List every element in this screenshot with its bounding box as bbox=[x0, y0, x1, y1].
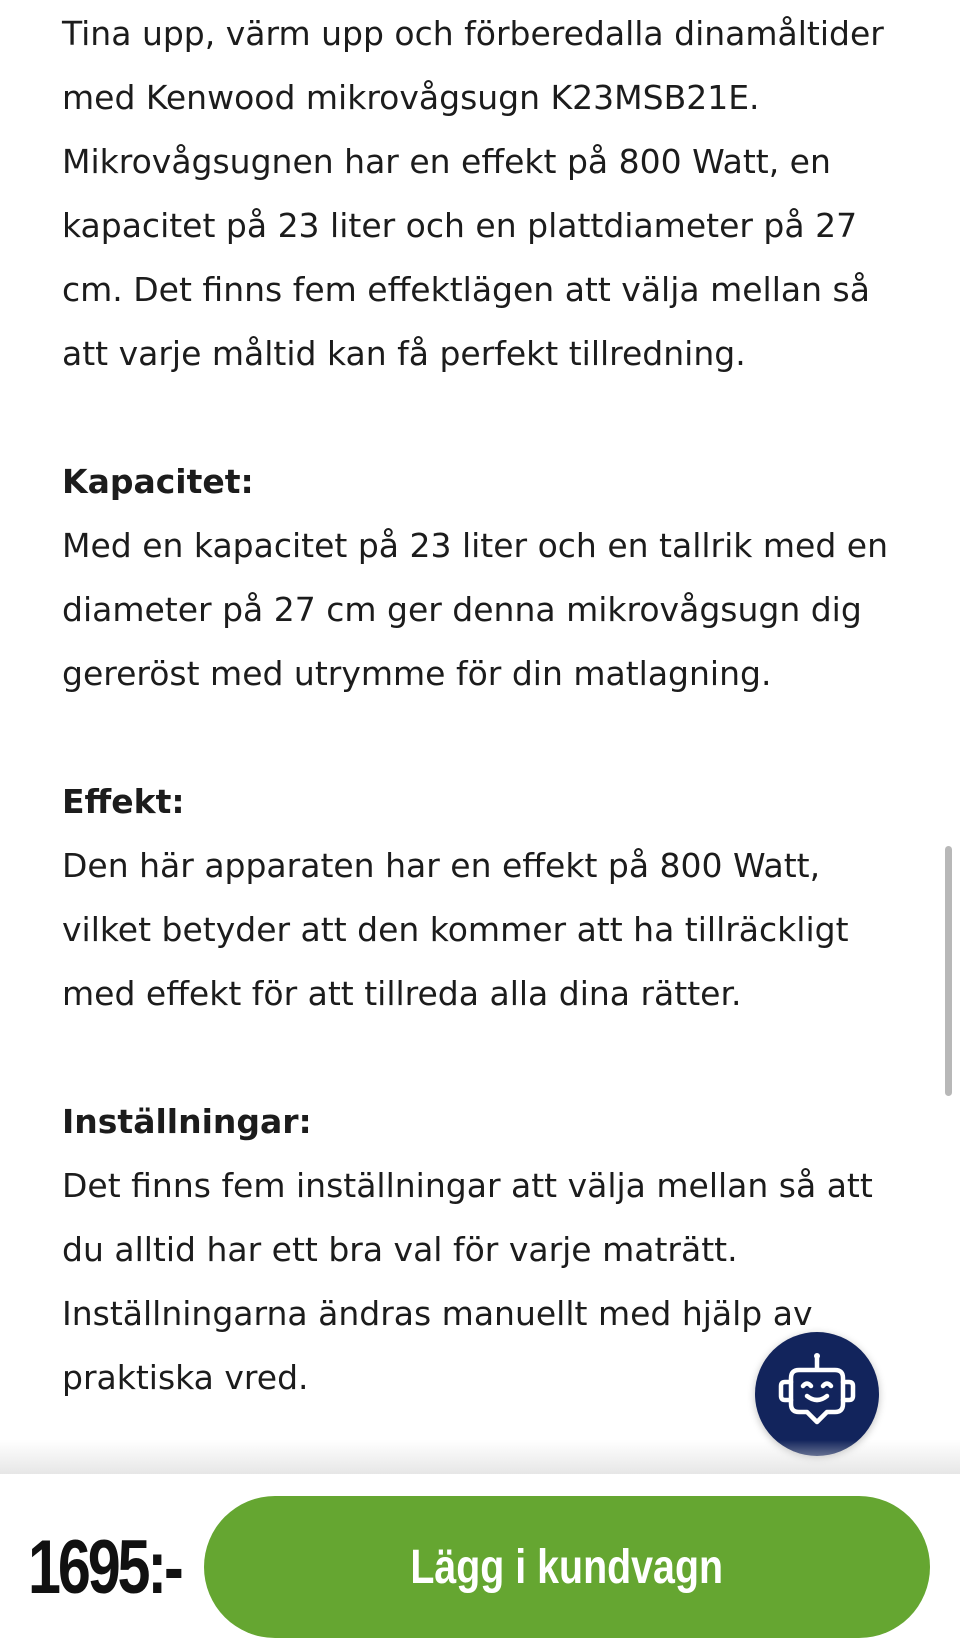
robot-icon bbox=[771, 1348, 863, 1440]
description-line: cm. Det finns fem effektlägen att välja mellan så bbox=[62, 270, 870, 309]
description-line: kapacitet på 23 liter och en plattdiameter på 27 bbox=[62, 206, 858, 245]
description-line: att varje måltid kan få perfekt tillredning. bbox=[62, 334, 746, 373]
chat-bot-button[interactable] bbox=[755, 1332, 879, 1456]
add-to-cart-button[interactable] bbox=[204, 1496, 930, 1638]
description-line: Tina upp, värm upp och förberedalla dinamåltider bbox=[62, 14, 884, 53]
description-line: Mikrovågsugnen har en effekt på 800 Watt, en bbox=[62, 142, 831, 181]
section-line: med effekt för att tillreda alla dina rätter. bbox=[62, 974, 742, 1013]
description-intro bbox=[62, 2, 922, 386]
add-to-cart-label: Lägg i kundvagn bbox=[410, 1540, 724, 1594]
section-line: du alltid har ett bra val för varje maträtt. bbox=[62, 1230, 738, 1269]
section-line: vilket betyder att den kommer att ha tillräckligt bbox=[62, 910, 849, 949]
section-line: Den här apparaten har en effekt på 800 Watt, bbox=[62, 846, 821, 885]
section-line: Med en kapacitet på 23 liter och en tallrik med en bbox=[62, 526, 888, 565]
section-line: Det finns fem inställningar att välja mellan så att bbox=[62, 1166, 873, 1205]
section-line: praktiska vred. bbox=[62, 1358, 309, 1397]
section-title: Effekt: bbox=[62, 782, 185, 821]
product-description bbox=[62, 0, 922, 1410]
section-power bbox=[62, 770, 922, 1026]
scrollbar-thumb[interactable] bbox=[945, 846, 952, 1096]
section-line: Inställningarna ändras manuellt med hjälp av bbox=[62, 1294, 813, 1333]
product-price: 1695:- bbox=[28, 1525, 181, 1610]
description-line: med Kenwood mikrovågsugn K23MSB21E. bbox=[62, 78, 760, 117]
bottom-shadow bbox=[0, 1440, 960, 1476]
section-line: gereröst med utrymme för din matlagning. bbox=[62, 654, 772, 693]
section-title: Inställningar: bbox=[62, 1102, 312, 1141]
section-line: diameter på 27 cm ger denna mikrovågsugn dig bbox=[62, 590, 862, 629]
section-capacity bbox=[62, 450, 922, 706]
section-title: Kapacitet: bbox=[62, 462, 254, 501]
